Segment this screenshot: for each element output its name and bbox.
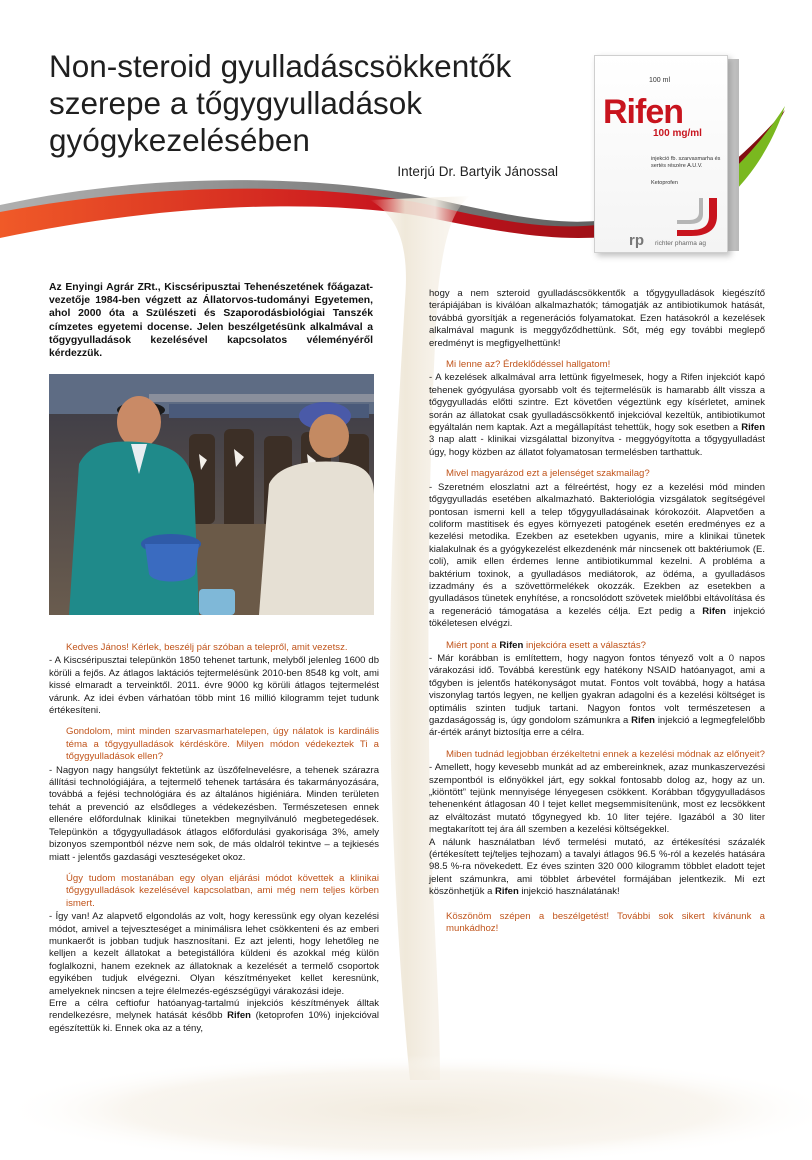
box-volume: 100 ml xyxy=(649,77,671,84)
farm-photo xyxy=(49,374,374,615)
box-brand: Rifen xyxy=(603,93,683,131)
answer-7-continued xyxy=(429,837,765,899)
answer-6 xyxy=(429,653,765,740)
answer-3: - Így van! Az alapvető elgondolás az volt, hogy keressünk egy olyan kezelési módot, amivel a tejveszteséget a minimálisra lehet csökkenteni és az emberi munkaerőt is jobban tudjuk hasznosítani. Ez azt jelenti, hogy lehetőleg ne kelljen a kezelt állatokat a betegistállóra küldeni és azokkal még külön foglalkozni, hanem ezeknek az állatoknak a kezelését a termelő csoportok egyikében tudjuk elvégezni. Olyan készítményeket kellet keresnünk, amelyeknek nincsen a tejre élelmezés-egészségügyi várakozási ideje. xyxy=(49,911,379,997)
box-dose: 100 mg/ml xyxy=(653,128,702,139)
article-intro: Az Enyingi Agrár ZRt., Kiscséripusztai Tehenészetének főágazat-vezetője 1984-ben végzett az Állatorvos-tudományi Egyetemen, ahol 2000 óta a Szülészeti és Szaporodásbiológiai Tanszék címzetes egyetemi docense. Jelen beszélgetésünk alkalmával a tőgygyulladások kezelésével kapcsolatos véleményéről kérdezzük. xyxy=(49,282,373,360)
article-title: Non-steroid gyulladáscsökkentők szerepe a tőgygyulladások gyógykezelésében xyxy=(49,48,512,158)
answer-5-text-end: injekció tökéletesen elvégzi. xyxy=(429,605,766,630)
brand-mention: Rifen xyxy=(227,1010,251,1022)
answer-3b-text-end: (ketoprofen 10%) injekcióval egészítettük ki. Ennek oka az a tény, xyxy=(49,1010,379,1034)
article-byline: Interjú Dr. Bartyik Jánossal xyxy=(397,164,558,179)
answer-4-text: - A kezelések alkalmával arra lettünk figyelmesek, hogy a Rifen injekciót kapó tehenek gyógyulása gyorsabb volt és tejtermelésük is hamarabb állt vissza a tőgygyulladás előtti szintre. Ezt követően végeztünk egy kísérletet, aminek során az állatokat csak gyulladáscsökkentő injekcióval kezeltük, antibiotikumot egyáltalán nem kaptak. Azt a megállapítást tehettük, hogy sok esetben a xyxy=(429,372,765,434)
answer-4-text-end: 3 nap alatt - klinikai vizsgálattal bizonyítva - meggyógyította a tőgygyulladást úgy, hogy közben az állatot folyamatosan termelésben tarthattuk. xyxy=(429,434,765,458)
box-front xyxy=(594,55,728,253)
right-text-column xyxy=(429,288,765,936)
question-6-text-end: injekcióra esett a választás? xyxy=(526,639,646,651)
box-ingredient: Ketoprofen xyxy=(651,180,678,186)
closing-remark: Köszönöm szépen a beszélgetést! További sok sikert kívánunk a munkádhoz! xyxy=(446,910,765,935)
question-6-text: Miért pont a xyxy=(446,639,497,651)
answer-5 xyxy=(429,482,765,631)
answer-7b-text-end: injekció használatának! xyxy=(521,886,620,898)
question-3: Úgy tudom mostanában egy olyan eljárási módot követtek a klinikai tőgygyulladások kezelésével kapcsolatban, ami még nem teljes körben ismert. xyxy=(66,872,379,909)
box-manufacturer: richter pharma ag xyxy=(655,240,706,247)
box-swirl-graphic xyxy=(673,196,723,240)
question-6 xyxy=(429,640,765,652)
answer-5-text: - Szeretném eloszlatni azt a félreértést, hogy ez a kezelési mód minden tőgygyulladás esetében alkalmazható. Bakteriológia vizsgálatok segítségével pontosan ismerni kell a telep tőgygyulladásainak kórokozóit. Alapvetően a coliform mastitisek és egyes környezeti patogének esetén eredményes ez a kezelési metodika. Ezekben az esetekben ugyanis, mire a klinikai tünetek kialakulnak és a gyógykezelést elkezdenénk már nincsenek ott baktériumok (E. coli), amik ellen érdemes lenne antibiotikummal kezelni. A probléma a baktérium toxinok, a gyulladásos mediátorok, az ödéma, a gyulladásos izzadmány és a szövettörmelékek okozzák. Ezekben az esetekben a gyulladásos tünetek enyhítése, a roncsolódott szövetek mielőbbi eltávolítása és a regeneráció támogatása a kezelés célja. Ezt pedig a xyxy=(429,481,765,617)
answer-7: - Amellett, hogy kevesebb munkát ad az embereinknek, azaz munkaszervezési szempontból is előnyökkel járt, egy sokkal fontosabb dolog az, hogy az un. „kiöntött” tejünk mennyisége lényegesen csökkent. Korábban tőgygyulladásos tehenenként átlagosan 40 l tejet kellet megsemmisítenünk, most ez lecsökkent az elváltozást mutató tőgynegyed kb. 10 liter tejére. Igazából a 30 liter megtakarított tej ára áll szemben a kezelési költségekkel. xyxy=(429,762,765,836)
answer-3-continued xyxy=(49,998,379,1035)
answer-4 xyxy=(429,372,765,459)
question-2: Gondolom, mint minden szarvasmarhatelepen, úgy nálatok is kardinális téma a tőgygyulladások kérdésköre. Milyen módon védekeztek Ti a tőgygyulladások ellen? xyxy=(66,726,379,763)
answer-7b-text: A nálunk használatban lévő termelési mutató, az értékesítési százalék (értékesített tej/teljes tejhozam) a tavalyi átlagos 96.5 %-ról a kezelés hatására 98.5 %-ra növekedett. Ez éves szinten 320 000 kilogramm többlet eladott tejet jelent számunkra, ami többlet árbevétel formájában jelentkezik. Mi ezt köszönhetjük a xyxy=(429,836,765,898)
answer-6-text: - Már korábban is említettem, hogy nagyon fontos tényező volt a 0 napos várakozási idő. Továbbá kerestünk egy hatékony NSAID hatóanyagot, ami a tőgyben is jelentős hatékonyságot mutat. Fontos volt továbbá, hogy a hatása viszonylag tartós legyen, ne kelljen gyakran adagolni és a kezelési költséget is optimális szinten tudjuk tartani. Nagyon fontos volt természetesen a gazdaságosság is, úgy gondolom számunkra a xyxy=(429,652,765,726)
manufacturer-logo: rp xyxy=(629,232,644,249)
left-text-column xyxy=(49,642,379,1035)
question-7: Miben tudnád legjobban érzékeltetni ennek a kezelési módnak az előnyeit? xyxy=(446,748,765,760)
question-4: Mi lenne az? Érdeklődéssel hallgatom! xyxy=(446,359,611,371)
brand-mention: Rifen xyxy=(702,605,726,617)
brand-mention: Rifen xyxy=(741,422,765,434)
question-5: Mivel magyarázod ezt a jelenséget szakmailag? xyxy=(446,468,650,480)
box-description: injekció fb. szarvasmarha és sertés részére A.U.V. xyxy=(651,156,721,169)
brand-mention: Rifen xyxy=(495,886,519,898)
box-side xyxy=(727,59,739,251)
answer-2: - Nagyon nagy hangsúlyt fektetünk az üszőfelnevelésre, a tehenek szárazra állítási technológiájára, a tejtermelő tehenek tartására és takarmányozására, továbbá a fejési technológiára és az általános higiéniára. Minden területen tehát a prevenció az elsődleges a védekezésben. Természetesen ennek ellenére előfordulnak klinikai tünetekben megnyilvánuló megbetegedések. Telepünkön a tőgygyulladások átlagos előfordulási gyakorisága 3%, amely bizonyos szempontból nézve nem sok, de más oldalról tekintve – a tejkiesés miatt - jelentős gazdasági veszteségeket okoz. xyxy=(49,764,379,863)
question-1: Kedves János! Kérlek, beszélj pár szóban a telepről, amit vezetsz. xyxy=(66,642,348,653)
continued-paragraph: hogy a nem szteroid gyulladáscsökkentők a tőgygyulladások kiegészítő terápiájában is kiválóan alkalmazhatók; támogatják az antibiotikumok hatását, továbbá gyorsítják a regenerációs folyamatokat. Ezen hatásokról a kezelések alkalmával magunk is meggyőződhettünk. Sőt, még egy további meglepő eredményt is megfigyelhettünk! xyxy=(429,288,765,349)
brand-mention: Rifen xyxy=(631,715,655,726)
answer-6-text-end: injekció a legmegfelelőbb ár-érték arányt biztosítja erre a célra. xyxy=(429,715,765,739)
answer-1: - A Kiscséripusztai telepünkön 1850 tehenet tartunk, melyből jelenleg 1600 db körüli a fejős. Az átlagos laktációs tejtermelésünk 2010-ben 8548 kg volt, ami kissé elmaradt a terveinktől. 2011. évre 9000 kg körüli átlagos tejtermelést várunk. Az idei évben várhatóan több mint 16 millió kilogramm tejet tudunk értékesíteni. xyxy=(49,655,379,717)
answer-3b-text: Erre a célra ceftiofur hatóanyag-tartalmú injekciós készítmények álltak rendelkezésre, melynek hatását később xyxy=(49,997,379,1022)
rifen-product-box xyxy=(594,55,740,255)
brand-mention: Rifen xyxy=(499,639,524,651)
